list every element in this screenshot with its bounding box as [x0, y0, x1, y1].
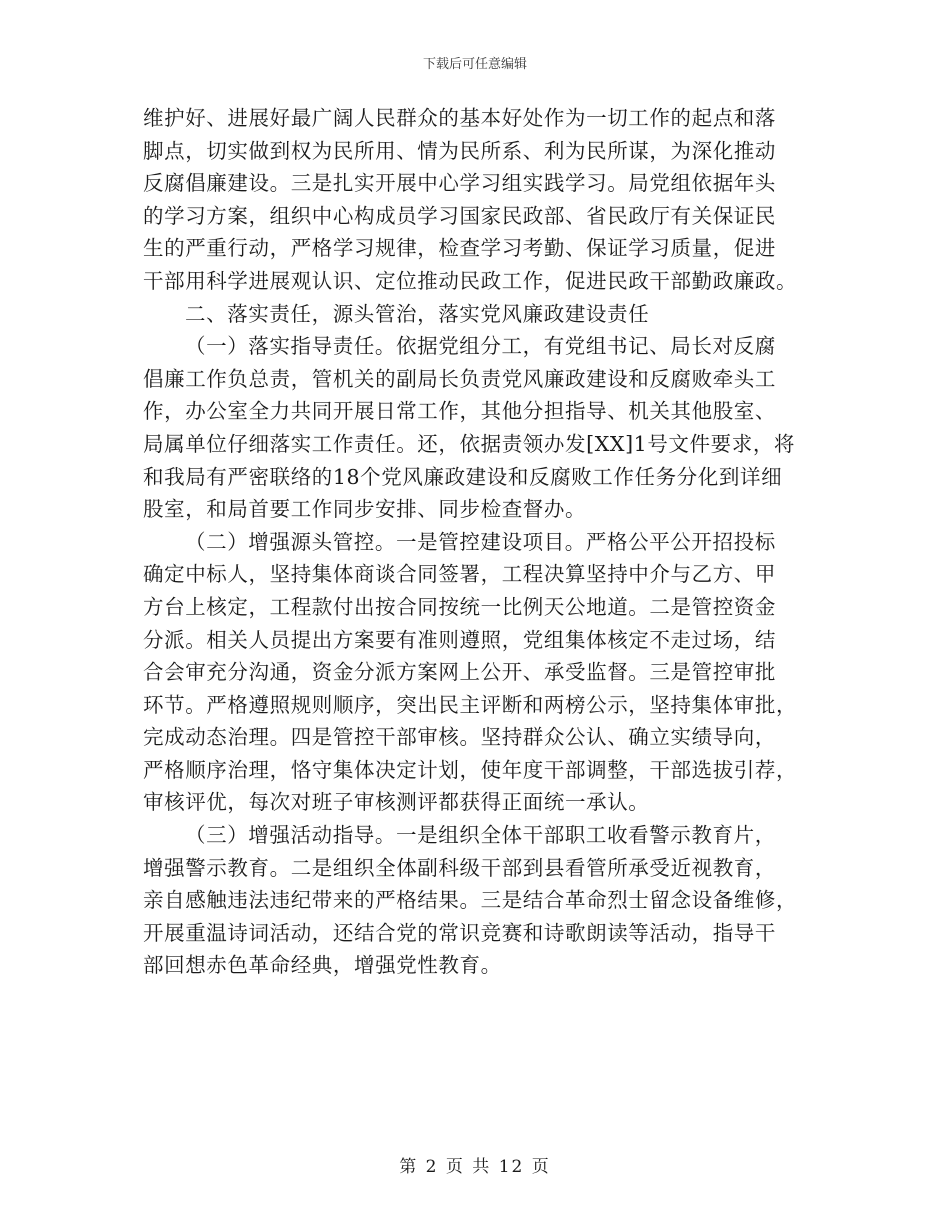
text-line: 干部用科学进展观认识、定位推动民政工作，促进民政干部勤政廉政。	[143, 268, 798, 293]
text-line: 的学习方案，组织中心构成员学习国家民政部、省民政厅有关保证民	[143, 203, 776, 228]
page-footer: 第 2 页 共 12 页	[399, 1157, 551, 1177]
text-line: 生的严重行动，严格学习规律，检查学习考勤、保证学习质量，促进	[143, 236, 776, 261]
text-line: （一）落实指导责任。依据党组分工，有党组书记、局长对反腐	[185, 334, 776, 359]
text-line: 合会审充分沟通，资金分派方案网上公开、承受监督。三是管控审批	[143, 660, 776, 685]
text-line: （二）增强源头管控。一是管控建设项目。严格公平公开招投标	[185, 529, 776, 554]
text-line: 审核评优，每次对班子审核测评都获得正面统一承认。	[143, 790, 650, 815]
text-line: 和我局有严密联络的18个党风廉政建设和反腐败工作任务分化到详细	[143, 464, 783, 489]
text-line: 分派。相关人员提出方案要有准则遵照，党组集体核定不走过场，结	[143, 627, 776, 652]
text-line: 环节。严格遵照规则顺序，突出民主评断和两榜公示，坚持集体审批，	[143, 692, 798, 717]
text-line: 反腐倡廉建设。三是扎实开展中心学习组实践学习。局党组依据年头	[143, 171, 776, 196]
text-line: 部回想赤色革命经典，增强党性教育。	[143, 953, 502, 978]
text-line: 完成动态治理。四是管控干部审核。坚持群众公认、确立实绩导向，	[143, 725, 776, 750]
text-line: 维护好、进展好最广阔人民群众的基本好处作为一切工作的起点和落	[143, 106, 776, 130]
text-line: 股室，和局首要工作同步安排、同步检查督办。	[143, 497, 587, 522]
text-line: 方台上核定，工程款付出按合同按统一比例天公地道。二是管控资金	[143, 594, 776, 619]
text-line: 局属单位仔细落实工作责任。还，依据责领办发[XX]1号文件要求，将	[143, 431, 796, 456]
page-header: 下载后可任意编辑	[422, 57, 527, 72]
text-line: 增强警示教育。二是组织全体副科级干部到县看管所承受近视教育，	[143, 855, 776, 880]
text-line: （三）增强活动指导。一是组织全体干部职工收看警示教育片，	[185, 823, 776, 848]
text-line: 脚点，切实做到权为民所用、情为民所系、利为民所谋，为深化推动	[143, 138, 776, 163]
text-line: 开展重温诗词活动，还结合党的常识竞赛和诗歌朗读等活动，指导干	[143, 920, 776, 945]
text-line: 二、落实责任，源头管治，落实党风廉政建设责任	[185, 301, 650, 326]
text-line: 作，办公室全力共同开展日常工作，其他分担指导、机关其他股室、	[143, 399, 776, 424]
document-body	[143, 102, 815, 982]
text-line: 倡廉工作负总责，管机关的副局长负责党风廉政建设和反腐败牵头工	[143, 366, 776, 391]
text-line: 确定中标人，坚持集体商谈合同签署，工程决算坚持中介与乙方、甲	[143, 562, 776, 587]
text-line: 严格顺序治理，恪守集体决定计划，使年度干部调整，干部选拔引荐，	[143, 757, 798, 782]
text-line: 亲自感触违法违纪带来的严格结果。三是结合革命烈士留念设备维修，	[143, 888, 798, 913]
